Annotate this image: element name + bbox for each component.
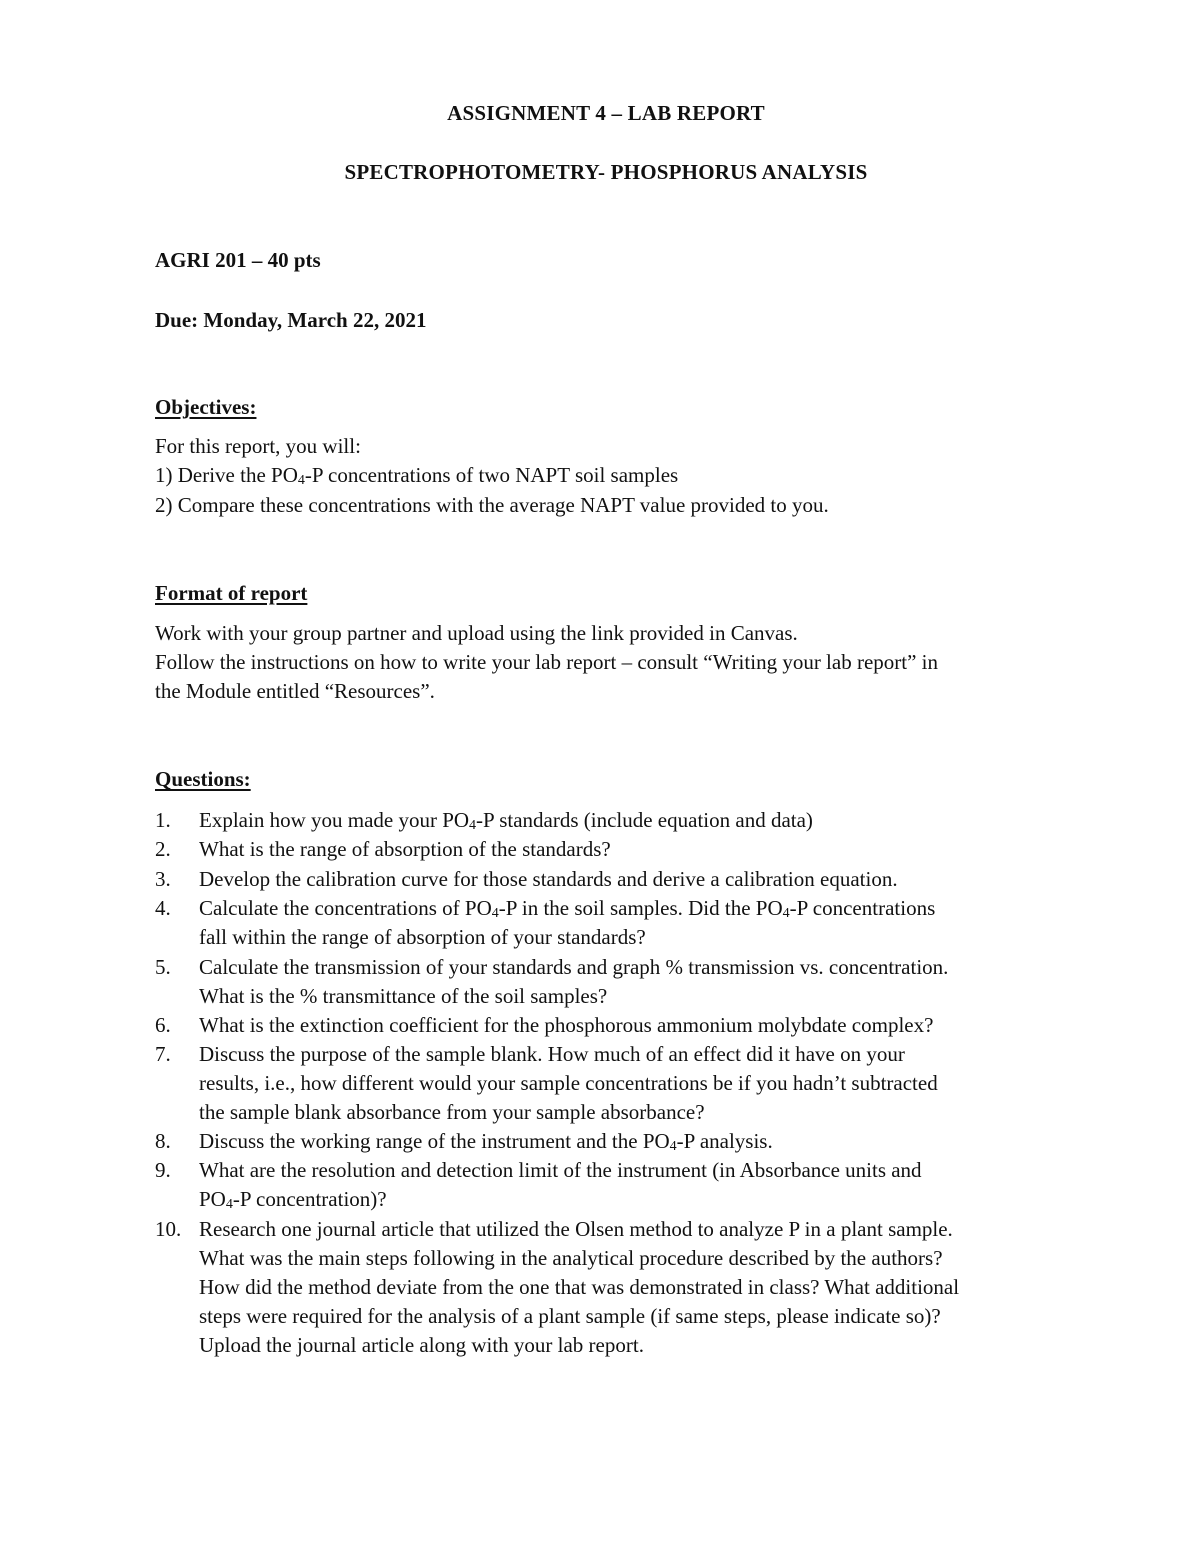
question-10: Research one journal article that utilized the Olsen method to analyze P in a plant sample.: [199, 1217, 953, 1241]
question-number-6: 6.: [155, 1013, 171, 1037]
question-number-7: 7.: [155, 1042, 171, 1066]
question-7-line-2: results, i.e., how different would your sample concentrations be if you hadn’t subtracted: [199, 1071, 938, 1095]
format-heading: Format of report: [155, 581, 308, 605]
objective-item-2: 2) Compare these concentrations with the average NAPT value provided to you.: [155, 493, 829, 517]
question-6: What is the extinction coefficient for the phosphorous ammonium molybdate complex?: [199, 1013, 934, 1037]
question-5-line-2: What is the % transmittance of the soil samples?: [199, 984, 608, 1008]
question-3: Develop the calibration curve for those standards and derive a calibration equation.: [199, 867, 898, 891]
question-5: Calculate the transmission of your standards and graph % transmission vs. concentration.: [199, 955, 949, 979]
question-number-5: 5.: [155, 955, 171, 979]
question-8: Discuss the working range of the instrument and the PO4-P analysis.: [199, 1129, 773, 1154]
question-4-line-2: fall within the range of absorption of your standards?: [199, 925, 646, 949]
questions-heading: Questions:: [155, 767, 251, 791]
format-line-3: the Module entitled “Resources”.: [155, 679, 435, 703]
assignment-title: ASSIGNMENT 4 – LAB REPORT: [447, 101, 765, 125]
question-number-8: 8.: [155, 1129, 171, 1153]
assignment-subtitle: SPECTROPHOTOMETRY- PHOSPHORUS ANALYSIS: [344, 160, 868, 184]
question-9: What are the resolution and detection limit of the instrument (in Absorbance units and: [199, 1158, 922, 1182]
question-number-9: 9.: [155, 1158, 171, 1182]
question-10-line-2: What was the main steps following in the analytical procedure described by the authors?: [199, 1246, 943, 1270]
question-9-line-2: PO4-P concentration)?: [199, 1187, 387, 1212]
question-4: Calculate the concentrations of PO4-P in the soil samples. Did the PO4-P concentrations: [199, 896, 936, 921]
question-7-line-3: the sample blank absorbance from your sample absorbance?: [199, 1100, 705, 1124]
format-line-2: Follow the instructions on how to write your lab report – consult “Writing your lab report” in: [155, 650, 939, 674]
course-info: AGRI 201 – 40 pts: [155, 248, 321, 272]
objectives-intro: For this report, you will:: [155, 434, 361, 458]
question-number-10: 10.: [155, 1217, 182, 1241]
due-date: Due: Monday, March 22, 2021: [155, 308, 427, 332]
objective-item-1: 1) Derive the PO4-P concentrations of two NAPT soil samples: [155, 463, 679, 488]
question-number-1: 1.: [155, 808, 171, 832]
question-10-line-4: steps were required for the analysis of a plant sample (if same steps, please indicate so)?: [199, 1304, 941, 1328]
objectives-heading: Objectives:: [155, 395, 257, 419]
format-line-1: Work with your group partner and upload using the link provided in Canvas.: [155, 621, 798, 645]
question-1: Explain how you made your PO4-P standards (include equation and data): [199, 808, 813, 833]
question-7: Discuss the purpose of the sample blank. How much of an effect did it have on your: [199, 1042, 905, 1066]
question-10-line-5: Upload the journal article along with your lab report.: [199, 1333, 644, 1357]
question-number-2: 2.: [155, 837, 171, 861]
question-10-line-3: How did the method deviate from the one that was demonstrated in class? What additional: [199, 1275, 960, 1299]
question-number-3: 3.: [155, 867, 171, 891]
question-2: What is the range of absorption of the standards?: [199, 837, 611, 861]
question-number-4: 4.: [155, 896, 171, 920]
